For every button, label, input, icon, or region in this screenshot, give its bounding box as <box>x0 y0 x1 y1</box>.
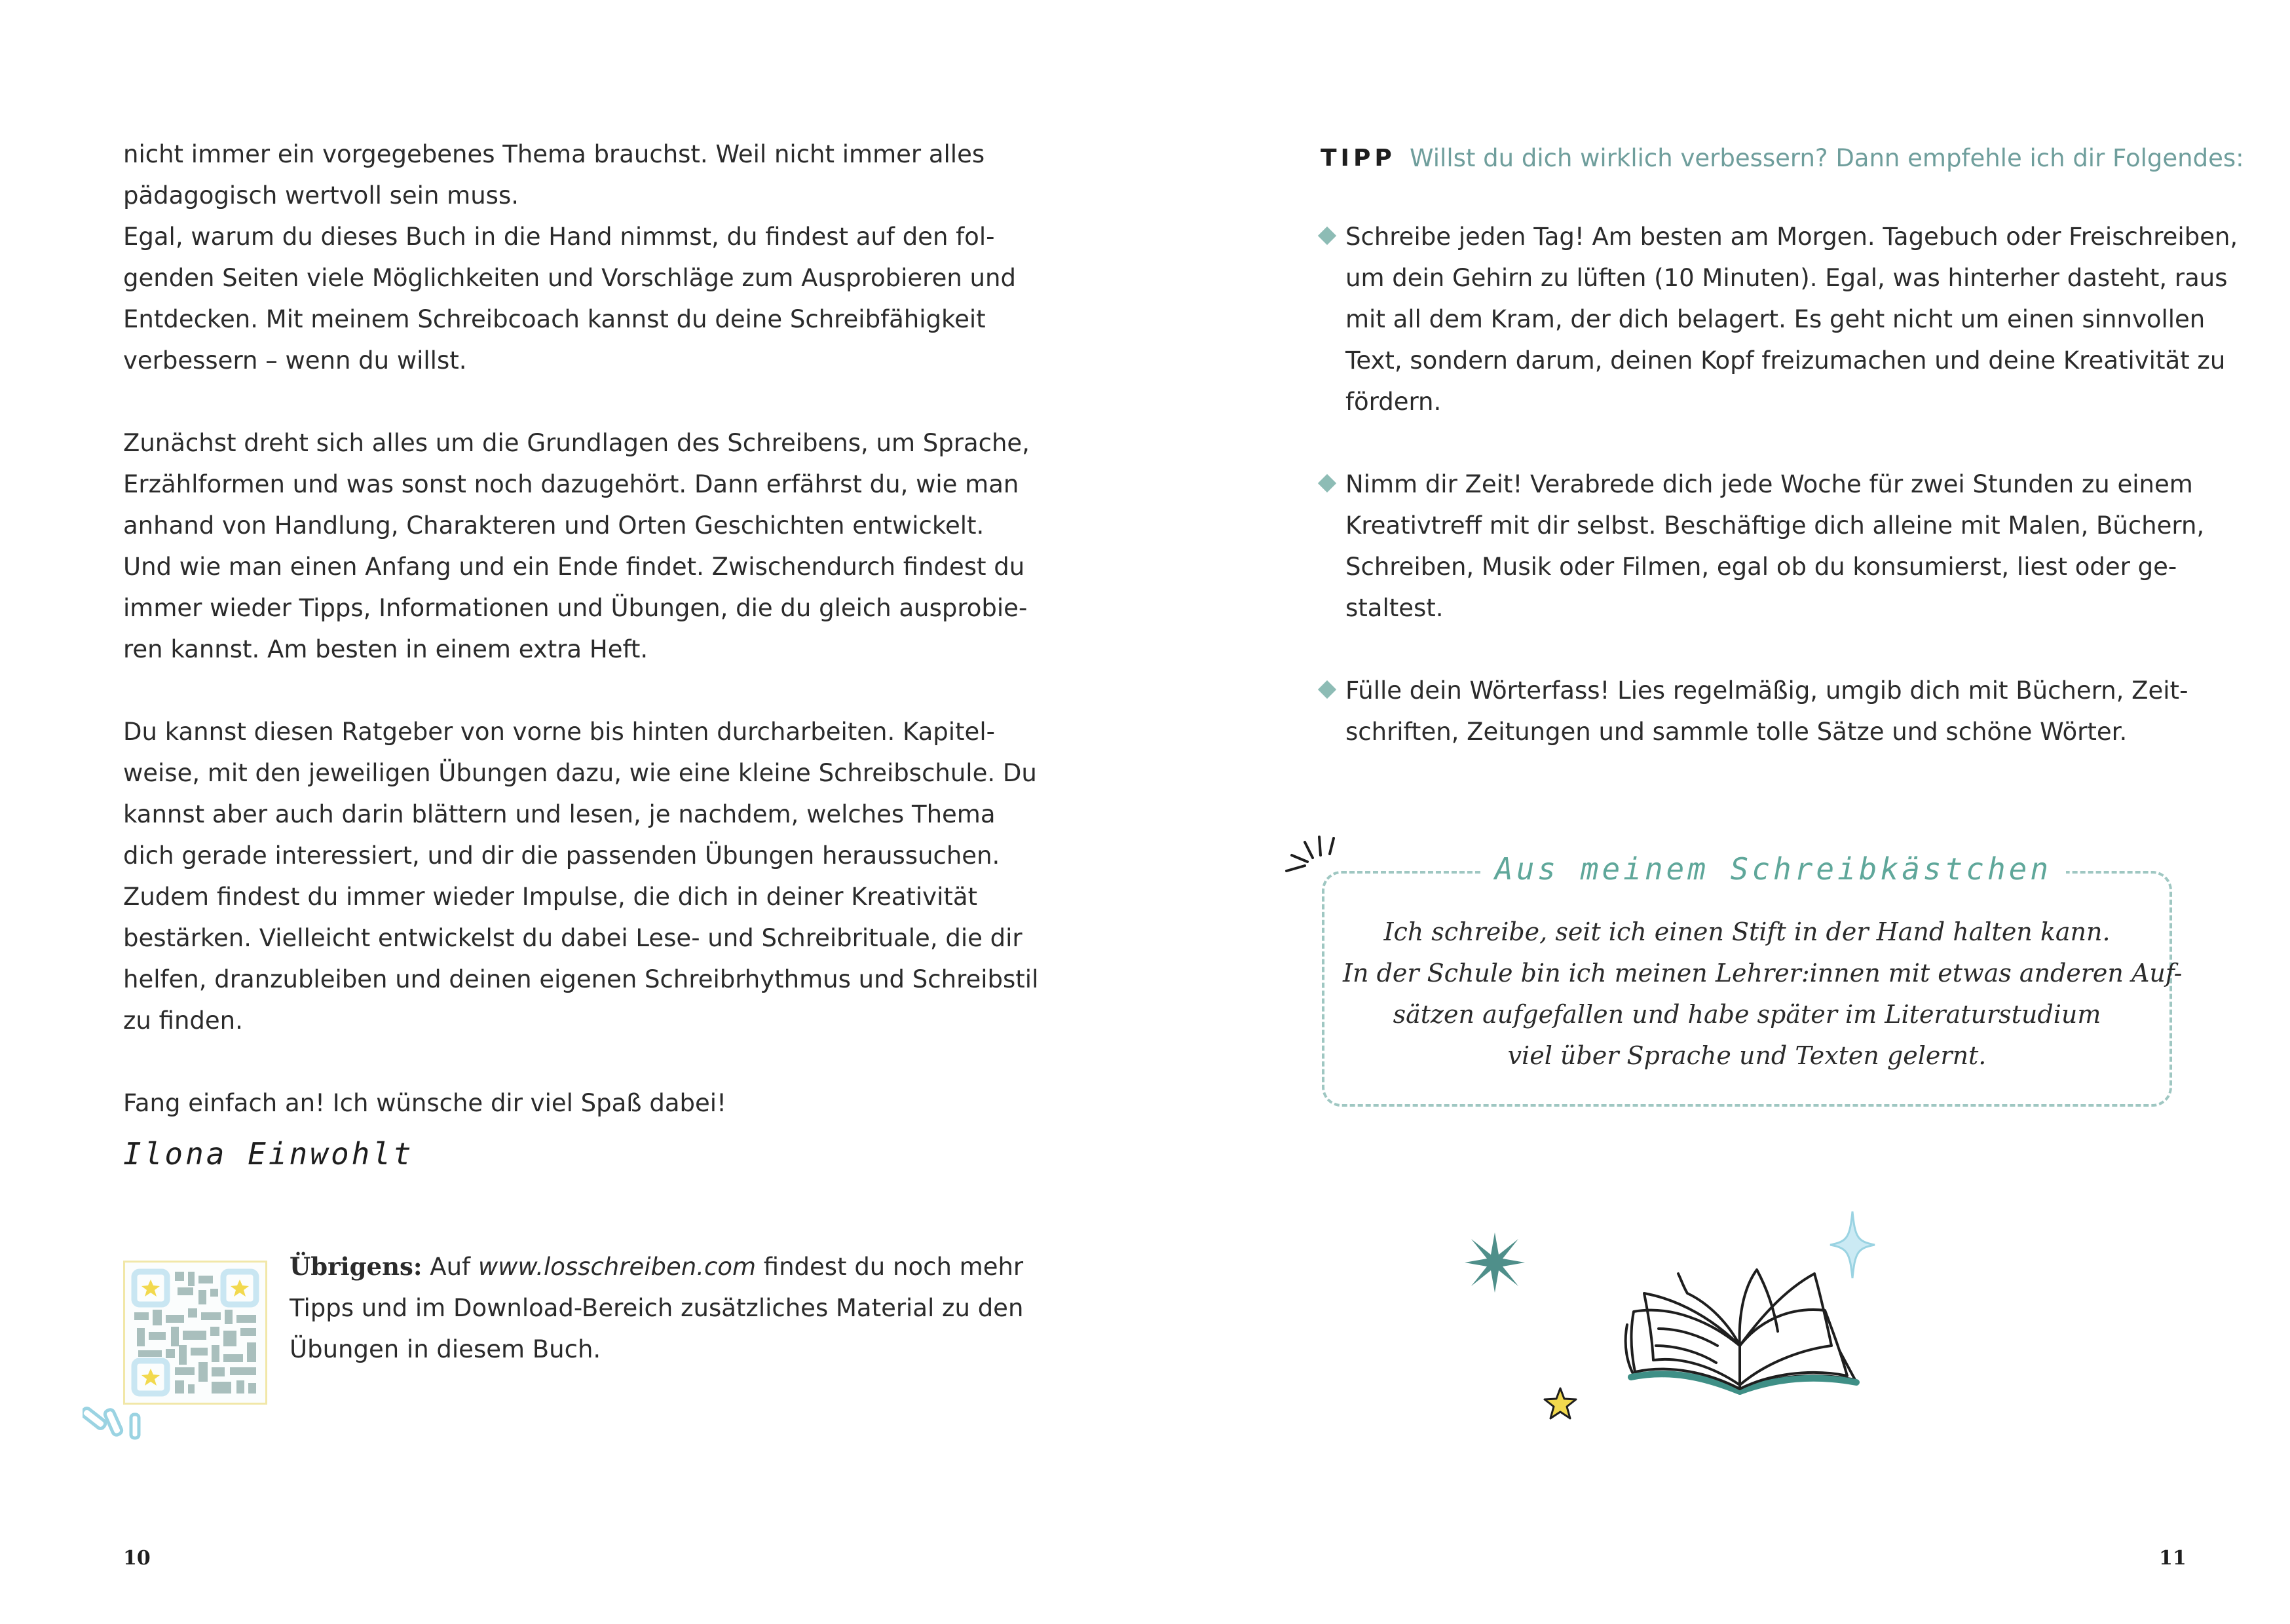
qr-code[interactable] <box>123 1261 267 1405</box>
small-star-icon <box>1542 1386 1579 1422</box>
text-line: Egal, warum du dieses Buch in die Hand nimmst, du findest auf den fol- <box>123 223 995 251</box>
page-number-right: 11 <box>2159 1547 2187 1570</box>
diamond-bullet-icon <box>1318 680 1336 699</box>
note-line <box>290 1246 1023 1287</box>
paragraph-2 <box>123 422 1038 670</box>
paragraph-4 <box>123 1082 1038 1124</box>
text-line: immer wieder Tipps, Informationen und Übungen, die du gleich ausprobie- <box>123 594 1028 622</box>
text-line: ren kannst. Am besten in einem extra Heft. <box>123 635 648 663</box>
left-page-body <box>123 134 1038 1124</box>
note-line: Tipps und im Download-Bereich zusätzliches Material zu den <box>290 1294 1024 1322</box>
writing-box-text <box>1343 912 2183 1077</box>
diamond-bullet-icon <box>1318 474 1336 492</box>
bullet-text <box>1345 670 2188 752</box>
website-link[interactable]: www.losschreiben.com <box>478 1253 756 1281</box>
text-line: Nimm dir Zeit! Verabrede dich jede Woche für zwei Stunden zu einem <box>1345 470 2193 498</box>
text-line: anhand von Handlung, Charakteren und Orten Geschichten entwickelt. <box>123 511 985 540</box>
text-line: fördern. <box>1345 388 1442 416</box>
text-line: weise, mit den jeweiligen Übungen dazu, wie eine kleine Schreibschule. Du <box>123 759 1037 787</box>
text-line: Und wie man einen Anfang und ein Ende findet. Zwischendurch findest du <box>123 553 1025 581</box>
text-line: Text, sondern darum, deinen Kopf freizumachen und deine Kreativität zu <box>1345 346 2226 375</box>
text-line: Du kannst diesen Ratgeber von vorne bis hinten durcharbeiten. Kapitel- <box>123 718 995 746</box>
text-line: Fülle dein Wörterfass! Lies regelmäßig, umgib dich mit Büchern, Zeit- <box>1345 676 2188 705</box>
text-line: Kreativtreff mit dir selbst. Beschäftige dich alleine mit Malen, Büchern, <box>1345 511 2205 540</box>
bullet-text <box>1345 216 2238 422</box>
text-line: Zudem findest du immer wieder Impulse, die dich in deiner Kreativität <box>123 883 978 911</box>
text-line: Ich schreibe, seit ich einen Stift in der Hand halten kann. <box>1383 917 2111 946</box>
rays-icon <box>83 1395 155 1447</box>
note-label: Übrigens: <box>290 1252 422 1281</box>
note-line: Übungen in diesem Buch. <box>290 1335 601 1363</box>
note-text: Auf <box>422 1253 478 1281</box>
sparkle-star-icon <box>1462 1230 1528 1295</box>
text-line: Erzählformen und was sonst noch dazugehört. Dann erfährst du, wie man <box>123 470 1019 498</box>
text-line: Zunächst dreht sich alles um die Grundlagen des Schreibens, um Sprache, <box>123 429 1030 457</box>
note-text: findest du noch mehr <box>756 1253 1024 1281</box>
text-line: In der Schule bin ich meinen Lehrer:innen mit etwas anderen Auf- <box>1343 959 2183 987</box>
author-signature: Ilona Einwohlt <box>123 1136 414 1172</box>
text-line: nicht immer ein vorgegebenes Thema brauchst. Weil nicht immer alles <box>123 140 985 168</box>
text-line: bestärken. Vielleicht entwickelst du dabei Lese- und Schreibrituale, die dir <box>123 924 1023 952</box>
open-book-icon <box>1618 1247 1867 1395</box>
text-line: Entdecken. Mit meinem Schreibcoach kannst du deine Schreibfähigkeit <box>123 305 986 333</box>
paragraph-3 <box>123 711 1038 1041</box>
text-line: mit all dem Kram, der dich belagert. Es geht nicht um einen sinnvollen <box>1345 305 2206 333</box>
text-line: staltest. <box>1345 594 1444 622</box>
download-note <box>290 1246 1023 1370</box>
text-line: Schreibe jeden Tag! Am besten am Morgen. Tagebuch oder Freischreiben, <box>1345 223 2238 251</box>
text-line: dich gerade interessiert, und dir die passenden Übungen heraussuchen. <box>123 841 1000 870</box>
text-line: pädagogisch wertvoll sein muss. <box>123 181 519 210</box>
paragraph-1 <box>123 134 1038 381</box>
writing-box-title: Aus meinem Schreibkästchen <box>1480 851 2066 887</box>
text-line: sätzen aufgefallen und habe später im Literaturstudium <box>1393 1000 2101 1029</box>
text-line: viel über Sprache und Texten gelernt. <box>1507 1041 1987 1070</box>
text-line: schriften, Zeitungen und sammle tolle Sätze und schöne Wörter. <box>1345 718 2128 746</box>
page-number-left: 10 <box>123 1547 151 1570</box>
text-line: Fang einfach an! Ich wünsche dir viel Spaß dabei! <box>123 1089 726 1117</box>
text-line: genden Seiten viele Möglichkeiten und Vorschläge zum Ausprobieren und <box>123 264 1016 292</box>
tipp-label: TIPP <box>1321 145 1396 172</box>
text-line: zu finden. <box>123 1006 243 1035</box>
text-line: kannst aber auch darin blättern und lesen, je nachdem, welches Thema <box>123 800 996 828</box>
text-line: um dein Gehirn zu lüften (10 Minuten). Egal, was hinterher dasteht, raus <box>1345 264 2228 292</box>
bullet-text <box>1345 464 2204 629</box>
tipp-intro: Willst du dich wirklich verbessern? Dann empfehle ich dir Folgendes: <box>1410 144 2244 172</box>
text-line: verbessern – wenn du willst. <box>123 346 467 375</box>
diamond-bullet-icon <box>1318 227 1336 245</box>
text-line: helfen, dranzubleiben und deinen eigenen Schreibrhythmus und Schreibstil <box>123 965 1039 993</box>
text-line: Schreiben, Musik oder Filmen, egal ob du konsumierst, liest oder ge- <box>1345 553 2177 581</box>
qr-code-icon <box>125 1263 265 1403</box>
